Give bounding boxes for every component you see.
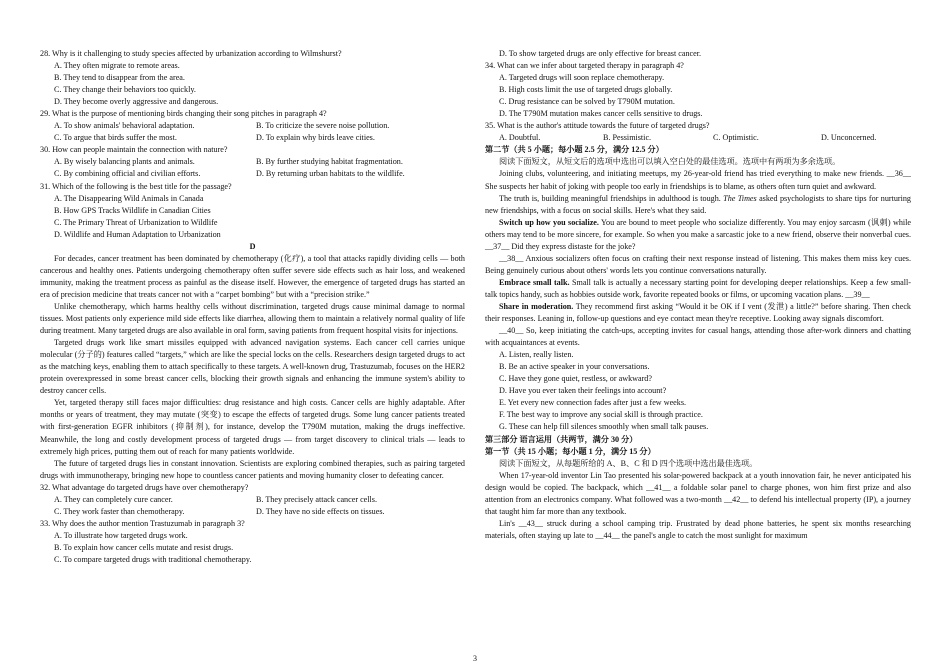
text: You are bound to meet people who socialize differently. You may enjoy sarcasm (讽刺) while others may tend to be more sincere, for example. So when you make a sarcastic joke to a new friend, observe their nonverbal cues. __37__ Did they express distaste for the joke?	[485, 217, 912, 251]
passage-paragraph: Targeted drugs work like smart missiles equipped with advanced navigation systems. Each cancer cell carries unique molecular (分子的) features called “targets,” which are like the special locks on the cells. Researchers design targeted drugs to act as the matching keys, enabling them to attach specifically to these targets. A well-known drug, Trastuzumab, focuses on the HER2 protein overexpressed in some breast cancer cells, blocking their growth signals and enhancing the immune system's ability to destroy cancer cells.	[40, 338, 465, 396]
passage-paragraph	[485, 301, 911, 325]
publication-name: The Times	[723, 193, 757, 203]
question-29-stem: 29. What is the purpose of mentioning birds changing their song pitches in paragraph 4?	[40, 109, 327, 119]
option: B. To criticize the severe noise pollution.	[256, 121, 390, 131]
option: C. Optimistic.	[713, 133, 759, 143]
passage-paragraph: Joining clubs, volunteering, and initiating meetups, my 26-year-old friend has tried everything to make new friends. __36__ She suspects her habit of joking with people too early in friendships is to blame, as others often turn quiet and awkward.	[485, 169, 911, 191]
text: Small talk is actually a necessary starting point for developing deeper relationships. Keep a few small-talk topics handy, such as hobbies outside work, favorite repeated books or films, or upcoming vacation plans. __39__	[485, 277, 912, 299]
option: B. High costs limit the use of targeted drugs globally.	[499, 85, 673, 95]
option: A. They often migrate to remote areas.	[54, 61, 180, 71]
option: D. They have no side effects on tissues.	[256, 506, 385, 516]
part-3-instructions: 阅读下面短文，从每题所给的 A、B、C 和 D 四个选项中选出最佳选项。	[499, 458, 758, 468]
passage-paragraph	[485, 193, 911, 217]
option: C. Have they gone quiet, restless, or awkward?	[499, 374, 652, 384]
passage-paragraph: Lin's __43__ struck during a school camping trip. Frustrated by dead phone batteries, he spent six months researching materials, often staying up late to __44__ the panel's angle to catch the most sunlight for maximum	[485, 518, 911, 540]
part-3-section-1-title: 第一节（共 15 小题；每小题 1 分，满分 15 分）	[485, 446, 656, 456]
option-row	[40, 156, 465, 168]
tip-heading: Embrace small talk.	[499, 277, 570, 287]
option: A. Targeted drugs will soon replace chemotherapy.	[499, 73, 665, 83]
option: C. The Primary Threat of Urbanization to Wildlife	[54, 217, 218, 227]
question-30-stem: 30. How can people maintain the connection with nature?	[40, 145, 228, 155]
option: B. How GPS Tracks Wildlife in Canadian Cities	[54, 205, 211, 215]
option: C. They change their behaviors too quickly.	[54, 85, 196, 95]
tip-heading: Switch up how you socialize.	[499, 217, 599, 227]
passage-label: D	[249, 241, 256, 251]
question-32-stem: 32. What advantage do targeted drugs have over chemotherapy?	[40, 482, 249, 492]
passage-paragraph: The future of targeted drugs lies in constant innovation. Scientists are exploring combined therapies, such as pairing targeted drugs with immunotherapy, bringing new hope to countless cancer patients and moving humanity closer to defeating cancer.	[40, 458, 465, 480]
option: D. Wildlife and Human Adaptation to Urbanization	[54, 229, 221, 239]
text: The truth is, building meaningful friendships in adulthood is tough.	[499, 193, 724, 203]
option: C. To argue that birds suffer the most.	[54, 133, 177, 143]
question-33-stem: 33. Why does the author mention Trastuzumab in paragraph 3?	[40, 518, 245, 528]
option: C. Drug resistance can be solved by T790M mutation.	[499, 97, 675, 107]
question-28-stem: 28. Why is it challenging to study species affected by urbanization according to Wilmshurst?	[40, 49, 342, 58]
left-column	[40, 48, 465, 566]
option-row	[40, 506, 465, 518]
option: C. They work faster than chemotherapy.	[54, 506, 185, 516]
passage-paragraph: __40__ So, keep initiating the catch-ups, accepting invites for casual hangs, attending those after-work dinners and chatting with acquaintances at events.	[485, 326, 911, 348]
question-31-stem: 31. Which of the following is the best title for the passage?	[40, 181, 232, 191]
passage-paragraph: Unlike chemotherapy, which harms healthy cells without discrimination, targeted drugs cause minimal damage to normal tissues. Most patients only experience mild side effects like diarrhea, allowing them to maintain a relatively normal quality of life during treatment. Many targeted drugs are also available in oral form, saving patients from frequent hospital visits for injections.	[40, 301, 465, 336]
option: A. By wisely balancing plants and animals.	[54, 157, 195, 167]
option: B. By further studying habitat fragmentation.	[256, 157, 403, 167]
option: B. They tend to disappear from the area.	[54, 73, 185, 83]
option: C. By combining official and civilian efforts.	[54, 169, 201, 179]
option-row	[40, 120, 465, 132]
section-2-title: 第二节（共 5 小题；每小题 2.5 分，满分 12.5 分）	[485, 145, 664, 155]
text: asked psychologists to share tips for nurturing new friendships, with a focus on social skills. Here's what they said.	[485, 193, 911, 215]
option: A. Listen, really listen.	[499, 350, 574, 360]
option: A. To illustrate how targeted drugs work.	[54, 530, 188, 540]
option: D. They become overly aggressive and dangerous.	[54, 97, 219, 107]
option: D. The T790M mutation makes cancer cells sensitive to drugs.	[499, 109, 703, 119]
passage-paragraph: For decades, cancer treatment has been dominated by chemotherapy (化疗), a tool that attacks rapidly dividing cells — both cancerous and healthy ones. Patients undergoing chemotherapy often suffer severe side effects such as hair loss, and weakened immunity, making the treatment process as painful as the disease itself. However, the emergence of targeted drugs has started an era of precision medicine that treats cancer not with a “carpet bombing” but with a “precision strike.”	[40, 253, 465, 299]
option-row	[485, 132, 911, 144]
option-row	[40, 168, 465, 180]
passage-paragraph: When 17-year-old inventor Lin Tao presented his solar-powered backpack at a youth innovation fair, he never anticipated his design would be copied. The backpack, which __41__ a foldable solar panel to charge phones, won him first prize and also attention from an electronics company. What followed was a two-month __42__ to defend his intellectual property (IP), a journey that taught him far more than any textbook.	[485, 470, 911, 516]
option: D. Have you ever taken their feelings into account?	[499, 386, 667, 396]
passage-paragraph	[485, 277, 911, 301]
option: B. They precisely attack cancer cells.	[256, 494, 377, 504]
option: E. Yet every new connection fades after just a few weeks.	[499, 398, 687, 408]
option: F. The best way to improve any social skill is through practice.	[499, 410, 703, 420]
text: They recommend first asking “Would it be OK if I vent (发泄) a little?” before sharing. Then check their responses. Leaning in, follow-up questions and eye contact mean they're receptive. Looking away signals discomfort.	[485, 301, 911, 324]
option: D. To show targeted drugs are only effective for breast cancer.	[499, 49, 702, 58]
option: A. They can completely cure cancer.	[54, 494, 173, 504]
option: D. To explain why birds leave cities.	[256, 133, 375, 143]
option-row	[40, 494, 465, 506]
option: G. These can help fill silences smoothly when small talk pauses.	[499, 422, 709, 432]
option: A. Doubtful.	[499, 133, 541, 143]
tip-heading: Share in moderation.	[499, 301, 574, 311]
section-2-instructions: 阅读下面短文，从短文后的选项中选出可以填入空白处的最佳选项。选项中有两项为多余选项。	[499, 157, 841, 167]
right-column	[485, 48, 911, 542]
option: B. Be an active speaker in your conversations.	[499, 362, 650, 372]
option: C. To compare targeted drugs with traditional chemotherapy.	[54, 554, 252, 564]
option: A. The Disappearing Wild Animals in Canada	[54, 193, 204, 203]
option: B. Pessimistic.	[603, 133, 652, 143]
question-35-stem: 35. What is the author's attitude towards the future of targeted drugs?	[485, 121, 710, 131]
passage-paragraph	[485, 217, 911, 253]
option: B. To explain how cancer cells mutate and resist drugs.	[54, 542, 234, 552]
page-number: 3	[473, 654, 477, 663]
option: D. By returning urban habitats to the wildlife.	[256, 169, 405, 179]
passage-paragraph: Yet, targeted therapy still faces major difficulties: drug resistance and high costs. Cancer cells are highly adaptable. After months or years of treatment, they may mutate (突变) to escape the effects of targeted drugs. Some lung cancer patients treated with first-generation EGFR inhibitors (抑制剂), for instance, develop the T790M mutation, making the drugs ineffective. Meanwhile, the long and costly development process of targeted drugs — from target discovery to clinical trials — leads to extremely high prices, putting them out of reach for many patients worldwide.	[40, 398, 465, 456]
question-34-stem: 34. What can we infer about targeted therapy in paragraph 4?	[485, 61, 684, 71]
option: D. Unconcerned.	[821, 133, 877, 143]
part-3-title: 第三部分 语言运用（共两节，满分 30 分）	[485, 434, 638, 444]
option-row	[40, 132, 465, 144]
option: A. To show animals' behavioral adaptation.	[54, 121, 195, 131]
passage-paragraph: __38__ Anxious socializers often focus on crafting their next response instead of listening. This makes them miss key cues. Being genuinely curious about others' words lets you continue conversations naturally.	[485, 253, 911, 275]
